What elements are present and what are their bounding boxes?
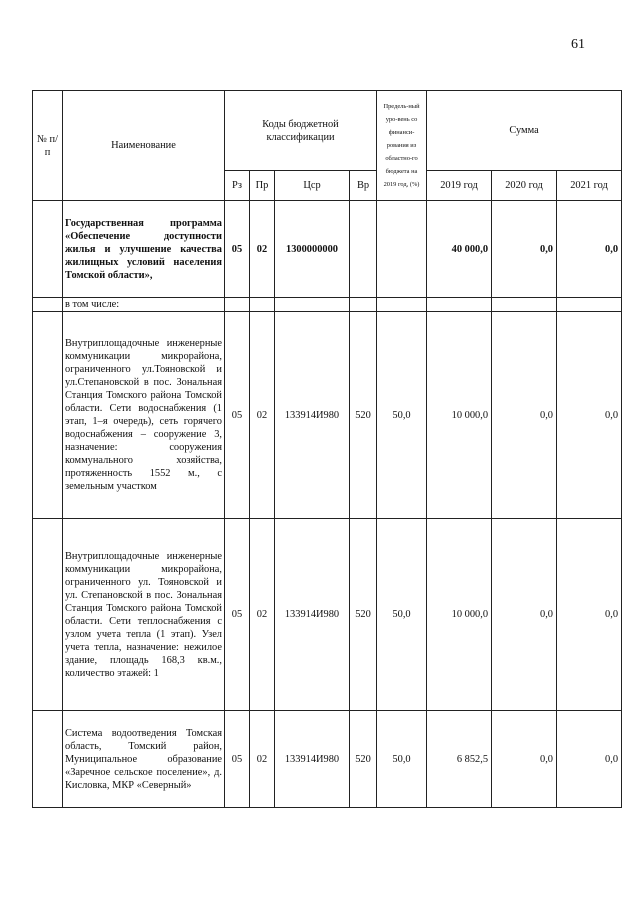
- header-rz: Рз: [225, 171, 250, 201]
- row-2021: 0,0: [557, 711, 622, 808]
- header-2020: 2020 год: [492, 171, 557, 201]
- header-name: Наименование: [63, 91, 225, 201]
- row-num: [33, 312, 63, 519]
- row-pr: 02: [250, 312, 275, 519]
- row-name: Внутриплощадочные инженерные коммуникации микрорайона, ограниченного ул.Тояновской и ул.Степановской в пос. Зональная Станция Томского района Томской области. Сети водоснабжения (1 этап, 1–я очередь), сеть горячего водоснабжения – сооружение 3, назначение: сооружения коммунального хозяйства, протяженность 1552 м., с земельным участком: [63, 312, 225, 519]
- header-sum: Сумма: [427, 91, 622, 171]
- row-2021: [557, 298, 622, 312]
- row-name: Внутриплощадочные инженерные коммуникации микрорайона, ограниченного ул. Тояновской и ул. Степановской в пос. Зональная Станция Томского района Томской области. Сети теплоснабжения с узлом учета тепла (1 этап). Узел учета тепла, назначение: нежилое здание, площадь 168,3 кв.м., количество этажей: 1: [63, 519, 225, 711]
- table-row: [33, 312, 622, 519]
- table-row: [33, 519, 622, 711]
- row-pr: [250, 298, 275, 312]
- page-number: 61: [571, 37, 585, 52]
- row-vr: 520: [350, 312, 377, 519]
- row-2021: 0,0: [557, 312, 622, 519]
- row-vr: 520: [350, 711, 377, 808]
- table-row: [33, 298, 622, 312]
- row-2021: 0,0: [557, 201, 622, 298]
- row-2020: 0,0: [492, 312, 557, 519]
- row-vr: 520: [350, 519, 377, 711]
- row-rz: 05: [225, 312, 250, 519]
- row-rz: 05: [225, 201, 250, 298]
- row-num: [33, 201, 63, 298]
- row-2020: 0,0: [492, 201, 557, 298]
- header-codes: Коды бюджетной классификации: [225, 91, 377, 171]
- row-pr: 02: [250, 201, 275, 298]
- header-vr: Вр: [350, 171, 377, 201]
- budget-table: [32, 90, 622, 808]
- row-csr: [275, 298, 350, 312]
- row-2019: 6 852,5: [427, 711, 492, 808]
- header-num: № п/п: [33, 91, 63, 201]
- row-num: [33, 711, 63, 808]
- row-2019: 10 000,0: [427, 519, 492, 711]
- row-csr: 133914И980: [275, 711, 350, 808]
- header-pr: Пр: [250, 171, 275, 201]
- row-2020: [492, 298, 557, 312]
- table-row: [33, 711, 622, 808]
- row-csr: 133914И980: [275, 519, 350, 711]
- row-2020: 0,0: [492, 711, 557, 808]
- row-name: Система водоотведения Томская область, Томский район, Муниципальное образование «Заречное сельское поселение», д. Кисловка, МКР «Северный»: [63, 711, 225, 808]
- header-limit: Предель‐ный уро‐вень со финанси‐рования из областно‐го бюджета на 2019 год, (%): [377, 91, 427, 201]
- row-vr: [350, 201, 377, 298]
- row-name: Государственная программа «Обеспечение доступности жилья и улучшение качества жилищных условий населения Томской области»,: [63, 201, 225, 298]
- row-limit: [377, 201, 427, 298]
- row-limit: [377, 298, 427, 312]
- row-num: [33, 298, 63, 312]
- header-csr: Цср: [275, 171, 350, 201]
- row-limit: 50,0: [377, 312, 427, 519]
- table-row: [33, 201, 622, 298]
- row-csr: 1300000000: [275, 201, 350, 298]
- row-vr: [350, 298, 377, 312]
- row-csr: 133914И980: [275, 312, 350, 519]
- row-num: [33, 519, 63, 711]
- row-name: в том числе:: [63, 298, 225, 312]
- row-pr: 02: [250, 711, 275, 808]
- row-rz: [225, 298, 250, 312]
- row-rz: 05: [225, 519, 250, 711]
- row-limit: 50,0: [377, 519, 427, 711]
- row-rz: 05: [225, 711, 250, 808]
- row-2021: 0,0: [557, 519, 622, 711]
- header-row-1: [33, 91, 622, 171]
- header-2019: 2019 год: [427, 171, 492, 201]
- row-limit: 50,0: [377, 711, 427, 808]
- row-pr: 02: [250, 519, 275, 711]
- row-2019: [427, 298, 492, 312]
- header-2021: 2021 год: [557, 171, 622, 201]
- row-2019: 40 000,0: [427, 201, 492, 298]
- row-2020: 0,0: [492, 519, 557, 711]
- row-2019: 10 000,0: [427, 312, 492, 519]
